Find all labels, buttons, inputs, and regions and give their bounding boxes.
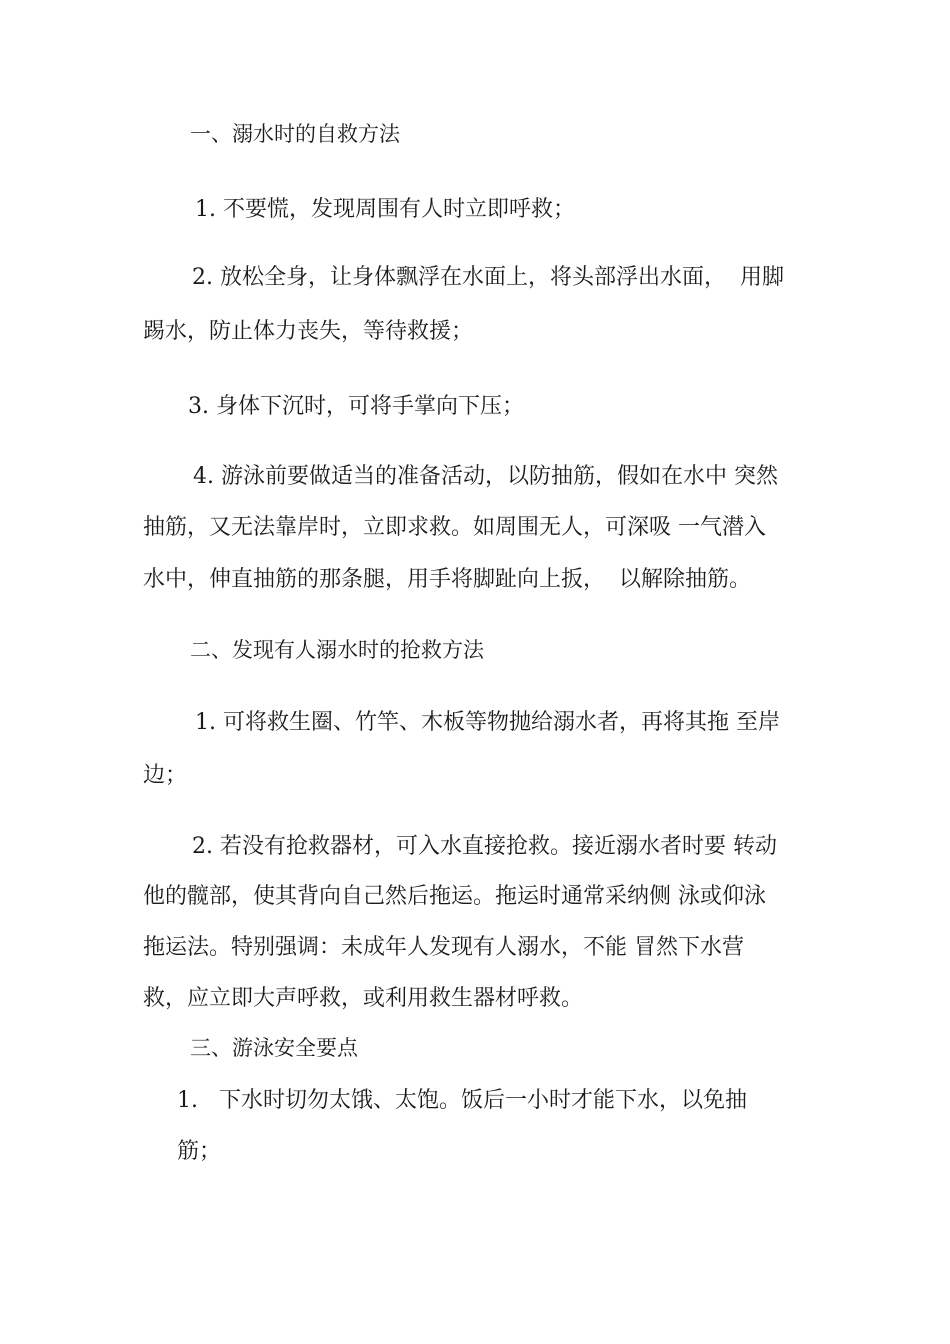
section-heading-3: 三、游泳安全要点 [190,1036,358,1060]
section-heading-1: 一、溺水时的自救方法 [190,122,400,146]
section-1-item-3-line-1: 3. 身体下沉时，可将手掌向下压； [188,394,524,419]
section-heading-2: 二、发现有人溺水时的抢救方法 [190,638,484,662]
section-2-item-1-line-1: 1. 可将救生圈、竹竿、木板等物抛给溺水者，再将其拖 至岸 [195,710,780,735]
section-1-item-2-line-2: 踢水，防止体力丧失，等待救援； [143,319,474,344]
section-1-item-4-line-1: 4. 游泳前要做适当的准备活动，以防抽筋，假如在水中 突然 [193,464,778,489]
section-1-item-4-line-2: 抽筋，又无法靠岸时，立即求救。如周围无人，可深吸 一气潜入 [143,515,766,540]
section-2-item-1-line-2: 边； [143,763,188,788]
section-2-item-2-line-2: 他的髋部，使其背向自己然后拖运。拖运时通常采纳侧 泳或仰泳 [143,884,766,909]
section-1-item-2-line-1: 2. 放松全身，让身体飘浮在水面上，将头部浮出水面， 用脚 [192,265,784,290]
section-2-item-2-line-1: 2. 若没有抢救器材，可入水直接抢救。接近溺水者时要 转动 [192,834,777,859]
section-3-item-1-line-2: 筋； [177,1139,222,1164]
section-1-item-4-line-3: 水中，伸直抽筋的那条腿，用手将脚趾向上扳， 以解除抽筋。 [143,567,751,592]
section-3-item-1-line-1: 1. 下水时切勿太饿、太饱。饭后一小时才能下水，以免抽 [177,1088,747,1113]
section-2-item-2-line-4: 救，应立即大声呼救，或利用救生器材呼救。 [143,986,584,1011]
section-1-item-1-line-1: 1. 不要慌，发现周围有人时立即呼救； [195,197,575,222]
section-2-item-2-line-3: 拖运法。特别强调：未成年人发现有人溺水，不能 冒然下水营 [143,935,744,960]
